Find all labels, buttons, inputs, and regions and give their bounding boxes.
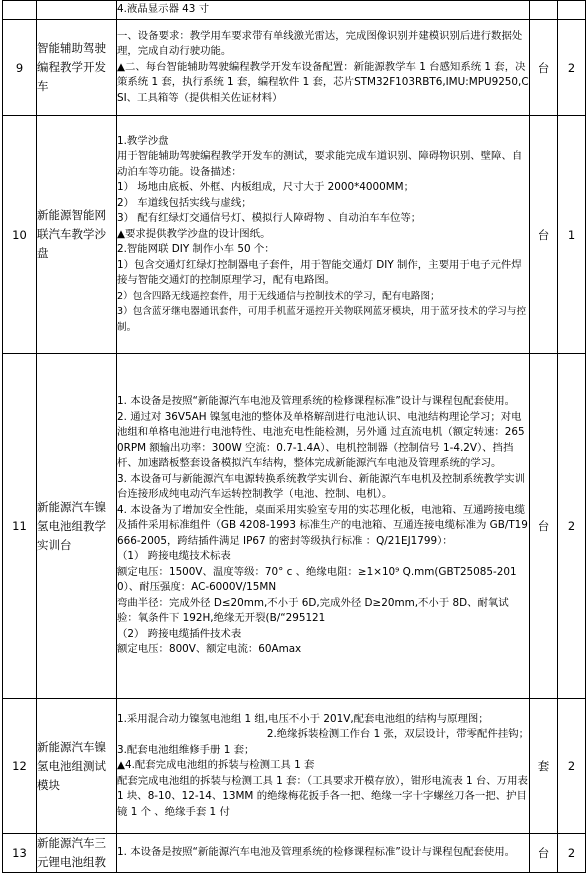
item-unit [530, 1, 558, 20]
desc-line: 1.教学沙盘 [117, 134, 169, 147]
desc-line: 1. 本设备是按照“新能源汽车电池及管理系统的检修课程标准”设计与课程包配套使用。 [117, 395, 516, 408]
desc-line: 2.智能网联 DIY 制作小车 50 个： [117, 243, 275, 256]
item-quantity: 2 [558, 20, 586, 116]
equipment-spec-table [2, 0, 586, 873]
desc-line: 2.绝缘拆装检测工作台 1 张，双层设计，带零配件挂钩； [266, 728, 529, 741]
item-name [37, 1, 117, 20]
desc-line: 1.采用混合动力镍氢电池组 1 组,电压不小于 201V,配套电池组的结构与原理图； [117, 712, 489, 725]
item-unit: 台 [530, 354, 558, 699]
desc-line: 1）包含交通灯红绿灯控制器电子套件，用于智能交通灯 DIY 制作，主要用于电子元件焊接与智能交通灯的控制原理学习，配有电路图。 [117, 258, 522, 287]
item-description [117, 699, 530, 834]
table-row [3, 1, 586, 20]
desc-line: 一、设备要求：教学用车要求带有单线激光雷达，完成图像识别并建模识别后进行数据处理，完成自动行驶功能。 [117, 29, 523, 58]
table-row [3, 20, 586, 116]
row-number: 12 [3, 699, 37, 834]
item-quantity: 2 [558, 354, 586, 699]
item-name: 新能源汽车镍氢电池组教学实训台 [37, 354, 117, 699]
desc-line: ▲4.配套完成电池组的拆装与检测工具 1 套 [117, 759, 315, 772]
desc-line: 弯曲半径：完成外径 D≤20mm,不小于 6D,完成外径 D≥20mm,不小于 8D、耐氧试验：氧条件下 192H,绝缘无开裂(B/“295121 [117, 596, 509, 625]
item-name: 新能源汽车镍氢电池组测试模块 [37, 699, 117, 834]
item-quantity: 2 [558, 699, 586, 834]
table-row [3, 699, 586, 834]
desc-line: 1） 场地由底板、外框、内板组成，尺寸大于 2000*4000MM； [117, 181, 415, 194]
desc-line: 额定电压：1500V、温度等级：70° c 、绝缘电阻：≥1×10⁹ Q.mm(GBT25085-2010）、耐压强度：AC-6000V/15MN [117, 565, 517, 594]
desc-line: 用于智能辅助驾驶编程教学开发车的测试，要求能完成车道识别、障碍物识别、壁障、自动泊车等功能。设备描述： [117, 150, 523, 178]
desc-line: 3）包含蓝牙继电器通讯套件，可用手机蓝牙遥控开关物联网蓝牙模块，用于蓝牙技术的学习与控制。 [117, 306, 527, 333]
table-row [3, 834, 586, 873]
item-unit: 台 [530, 834, 558, 873]
item-name: 智能辅助驾驶编程教学开发车 [37, 20, 117, 116]
item-quantity: 2 [558, 834, 586, 873]
item-description [117, 354, 530, 699]
desc-line: ▲二、每台智能辅助驾驶编程教学开发车设备配置：新能源教学车 1 台感知系统 1 套，决策系统 1 套，执行系统 1 套，编程软件 1 套，芯片STM32F103RBT6,IMU:MPU9250,CSI、工具箱等（提供相关佐证材料） [117, 60, 529, 104]
desc-line: 配套完成电池组的拆装与检测工具 1 套：（工具要求开模存放），钳形电流表 1 台、万用表 1 块、8-10、12-14、13MM 的绝缘梅花扳手各一把、绝缘一字十字螺丝刀各一把、护目镜 1 个 、绝缘手套 1 付 [117, 774, 528, 818]
desc-line: 2） 车道线包括实线与虚线； [117, 196, 252, 209]
item-quantity: 1 [558, 116, 586, 354]
desc-line: 1. 本设备是按照“新能源汽车电池及管理系统的检修课程标准”设计与课程包配套使用。 [117, 846, 516, 859]
desc-line: 2. 通过对 36V5AH 镍氢电池的整体及单格解剖进行电池认识、电池结构理论学习；对电池组和单格电池进行电池特性、电池充电性能检测，另外通 过直流电机（额定转速：2650RPM 额输出功率：300W 空流：0.7-1.4A）、电机控制器（控制信号 1-4.2V）、挡挡杆、加速踏板整套设备模拟汽车结构，整体完成新能源汽车电池及管理系统的学习。 [117, 410, 525, 470]
desc-line: 3.配套电池组维修手册 1 套； [117, 743, 255, 756]
item-unit: 套 [530, 699, 558, 834]
table-row [3, 116, 586, 354]
desc-line: 额定电压：800V、额定电流：60Amax [117, 643, 302, 656]
desc-line: 2）包含四路无线遥控套件，用于无线通信与控制技术的学习，配有电路图； [117, 290, 440, 302]
row-number: 11 [3, 354, 37, 699]
item-description [117, 834, 530, 873]
item-unit: 台 [530, 116, 558, 354]
desc-line: 4. 本设备为了增加安全性能，桌面采用实验室专用的实芯理化板，电池箱、互通跨接电缆及插件采用标准组件（GB 4208-1993 标准生产的电池箱、互通连接电缆标准为 GB/T19666-2005，跨结插件满足 IP67 的密封等级执行标准 ：Q/21EJ1799）： [117, 503, 528, 547]
desc-line: 3） 配有红绿灯交通信号灯、模拟行人障碍物 、自动泊车车位等； [117, 212, 422, 225]
item-name: 新能源智能网联汽车教学沙盘 [37, 116, 117, 354]
item-description [117, 20, 530, 116]
row-number: 10 [3, 116, 37, 354]
item-unit: 台 [530, 20, 558, 116]
desc-line: （1） 跨接电缆技术标表 [117, 550, 231, 563]
table-row [3, 354, 586, 699]
item-name: 新能源汽车三元锂电池组教 [37, 834, 117, 873]
row-number: 9 [3, 20, 37, 116]
row-number: 13 [3, 834, 37, 873]
item-description [117, 116, 530, 354]
item-description [117, 1, 530, 20]
desc-line: 3. 本设备可与新能源汽车电源转换系统教学实训台、新能源汽车电机及控制系统教学实训台连接形成纯电动汽车运转控制教学（电池、控制、电机）。 [117, 472, 526, 501]
row-number [3, 1, 37, 20]
desc-line: ▲要求提供教学沙盘的设计图纸。 [117, 227, 271, 240]
item-quantity [558, 1, 586, 20]
desc-line: 4.液晶显示器 43 寸 [117, 3, 210, 16]
desc-line: （2） 跨接电缆插件技术表 [117, 627, 242, 640]
